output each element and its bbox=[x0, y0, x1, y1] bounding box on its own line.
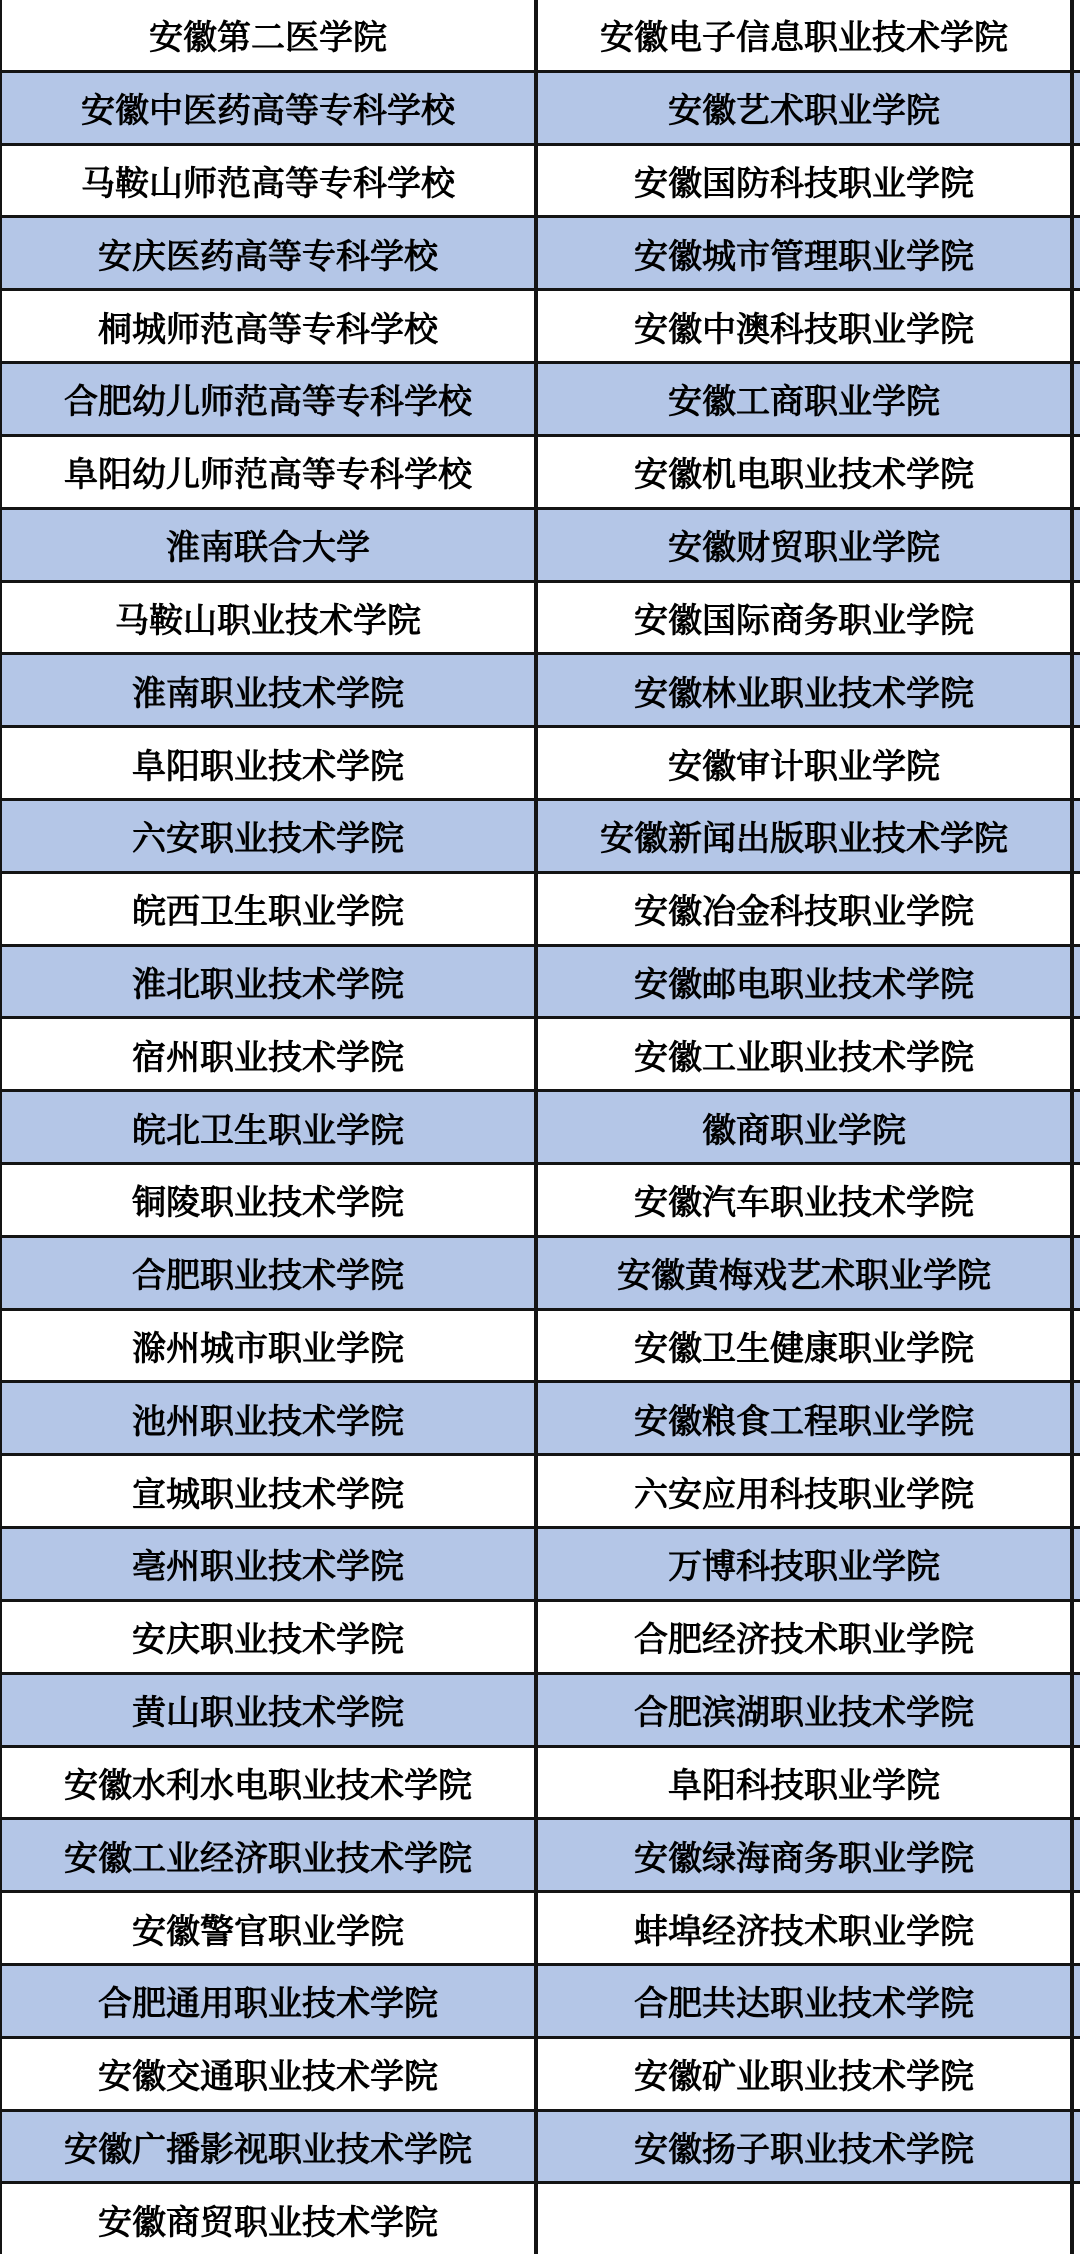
school-name-cell-left: 亳州职业技术学院 bbox=[2, 1529, 538, 1599]
school-name-cell-right: 安徽新闻出版职业技术学院 bbox=[538, 801, 1074, 871]
school-name-cell-left: 皖北卫生职业学院 bbox=[2, 1092, 538, 1162]
table-row bbox=[2, 1165, 1080, 1238]
school-name-cell-right: 安徽电子信息职业技术学院 bbox=[538, 0, 1074, 70]
school-name-cell-left: 安徽水利水电职业技术学院 bbox=[2, 1748, 538, 1818]
school-name-cell-left: 皖西卫生职业学院 bbox=[2, 874, 538, 944]
school-name-cell-right: 阜阳科技职业学院 bbox=[538, 1748, 1074, 1818]
school-name-cell-left: 安徽交通职业技术学院 bbox=[2, 2039, 538, 2109]
table-row bbox=[2, 874, 1080, 947]
school-name-cell-left: 桐城师范高等专科学校 bbox=[2, 291, 538, 361]
table-row bbox=[2, 1966, 1080, 2039]
school-name-cell-left: 安徽商贸职业技术学院 bbox=[2, 2184, 538, 2254]
table-row bbox=[2, 1019, 1080, 1092]
school-name-cell-right: 万博科技职业学院 bbox=[538, 1529, 1074, 1599]
school-name-cell-right: 蚌埠经济技术职业学院 bbox=[538, 1893, 1074, 1963]
school-name-cell-left: 安徽警官职业学院 bbox=[2, 1893, 538, 1963]
school-name-cell-right: 合肥经济技术职业学院 bbox=[538, 1602, 1074, 1672]
table-row bbox=[2, 1238, 1080, 1311]
school-name-cell-right: 安徽国际商务职业学院 bbox=[538, 583, 1074, 653]
school-name-cell-left: 六安职业技术学院 bbox=[2, 801, 538, 871]
table-row bbox=[2, 1675, 1080, 1748]
table-row bbox=[2, 364, 1080, 437]
school-name-cell-right: 安徽工业职业技术学院 bbox=[538, 1019, 1074, 1089]
school-name-cell-left: 安徽广播影视职业技术学院 bbox=[2, 2112, 538, 2182]
table-row bbox=[2, 2184, 1080, 2254]
school-name-cell-right: 安徽林业职业技术学院 bbox=[538, 655, 1074, 725]
table-row bbox=[2, 146, 1080, 219]
school-name-cell-right: 安徽艺术职业学院 bbox=[538, 73, 1074, 143]
school-name-cell-left: 安徽中医药高等专科学校 bbox=[2, 73, 538, 143]
school-name-cell-left: 淮北职业技术学院 bbox=[2, 947, 538, 1017]
school-name-cell-right: 安徽卫生健康职业学院 bbox=[538, 1311, 1074, 1381]
school-name-cell-left: 合肥通用职业技术学院 bbox=[2, 1966, 538, 2036]
table-row bbox=[2, 947, 1080, 1020]
school-name-cell-left: 安庆医药高等专科学校 bbox=[2, 218, 538, 288]
table-row bbox=[2, 73, 1080, 146]
school-name-cell-right: 六安应用科技职业学院 bbox=[538, 1456, 1074, 1526]
table-row bbox=[2, 1893, 1080, 1966]
school-name-cell-left: 阜阳职业技术学院 bbox=[2, 728, 538, 798]
table-row bbox=[2, 510, 1080, 583]
table-row bbox=[2, 583, 1080, 656]
table-row bbox=[2, 218, 1080, 291]
table-row bbox=[2, 1748, 1080, 1821]
school-name-cell-right: 安徽城市管理职业学院 bbox=[538, 218, 1074, 288]
table-row bbox=[2, 1602, 1080, 1675]
school-name-cell-right: 安徽扬子职业技术学院 bbox=[538, 2112, 1074, 2182]
table-row bbox=[2, 291, 1080, 364]
school-name-cell-right: 安徽粮食工程职业学院 bbox=[538, 1383, 1074, 1453]
school-name-cell-right: 安徽黄梅戏艺术职业学院 bbox=[538, 1238, 1074, 1308]
table-row bbox=[2, 437, 1080, 510]
school-name-cell-right: 合肥滨湖职业技术学院 bbox=[538, 1675, 1074, 1745]
school-name-cell-left: 宣城职业技术学院 bbox=[2, 1456, 538, 1526]
school-name-cell-left: 马鞍山师范高等专科学校 bbox=[2, 146, 538, 216]
table-row bbox=[2, 1820, 1080, 1893]
table-row bbox=[2, 728, 1080, 801]
school-name-cell-left: 淮南职业技术学院 bbox=[2, 655, 538, 725]
table-row bbox=[2, 2112, 1080, 2185]
school-name-cell-right: 安徽审计职业学院 bbox=[538, 728, 1074, 798]
school-name-cell-right: 安徽中澳科技职业学院 bbox=[538, 291, 1074, 361]
school-name-cell-right bbox=[538, 2184, 1074, 2254]
school-name-cell-right: 合肥共达职业技术学院 bbox=[538, 1966, 1074, 2036]
table-row bbox=[2, 2039, 1080, 2112]
school-name-cell-right: 安徽绿海商务职业学院 bbox=[538, 1820, 1074, 1890]
school-name-cell-right: 安徽国防科技职业学院 bbox=[538, 146, 1074, 216]
school-name-cell-left: 黄山职业技术学院 bbox=[2, 1675, 538, 1745]
table-row bbox=[2, 655, 1080, 728]
table-row bbox=[2, 0, 1080, 73]
school-name-cell-right: 安徽汽车职业技术学院 bbox=[538, 1165, 1074, 1235]
school-name-cell-right: 安徽矿业职业技术学院 bbox=[538, 2039, 1074, 2109]
school-name-cell-right: 徽商职业学院 bbox=[538, 1092, 1074, 1162]
school-name-cell-left: 池州职业技术学院 bbox=[2, 1383, 538, 1453]
school-name-cell-right: 安徽邮电职业技术学院 bbox=[538, 947, 1074, 1017]
table-row bbox=[2, 1529, 1080, 1602]
table-row bbox=[2, 801, 1080, 874]
school-name-cell-left: 安庆职业技术学院 bbox=[2, 1602, 538, 1672]
school-name-cell-right: 安徽冶金科技职业学院 bbox=[538, 874, 1074, 944]
table-row bbox=[2, 1456, 1080, 1529]
school-name-cell-left: 马鞍山职业技术学院 bbox=[2, 583, 538, 653]
table-row bbox=[2, 1311, 1080, 1384]
school-name-cell-right: 安徽机电职业技术学院 bbox=[538, 437, 1074, 507]
school-name-cell-left: 阜阳幼儿师范高等专科学校 bbox=[2, 437, 538, 507]
school-name-cell-right: 安徽工商职业学院 bbox=[538, 364, 1074, 434]
school-name-cell-left: 铜陵职业技术学院 bbox=[2, 1165, 538, 1235]
school-name-cell-left: 淮南联合大学 bbox=[2, 510, 538, 580]
school-name-cell-right: 安徽财贸职业学院 bbox=[538, 510, 1074, 580]
school-name-cell-left: 安徽工业经济职业技术学院 bbox=[2, 1820, 538, 1890]
school-name-cell-left: 安徽第二医学院 bbox=[2, 0, 538, 70]
school-name-cell-left: 合肥职业技术学院 bbox=[2, 1238, 538, 1308]
school-name-cell-left: 合肥幼儿师范高等专科学校 bbox=[2, 364, 538, 434]
school-name-cell-left: 滁州城市职业学院 bbox=[2, 1311, 538, 1381]
table-row bbox=[2, 1383, 1080, 1456]
table-row bbox=[2, 1092, 1080, 1165]
school-name-cell-left: 宿州职业技术学院 bbox=[2, 1019, 538, 1089]
